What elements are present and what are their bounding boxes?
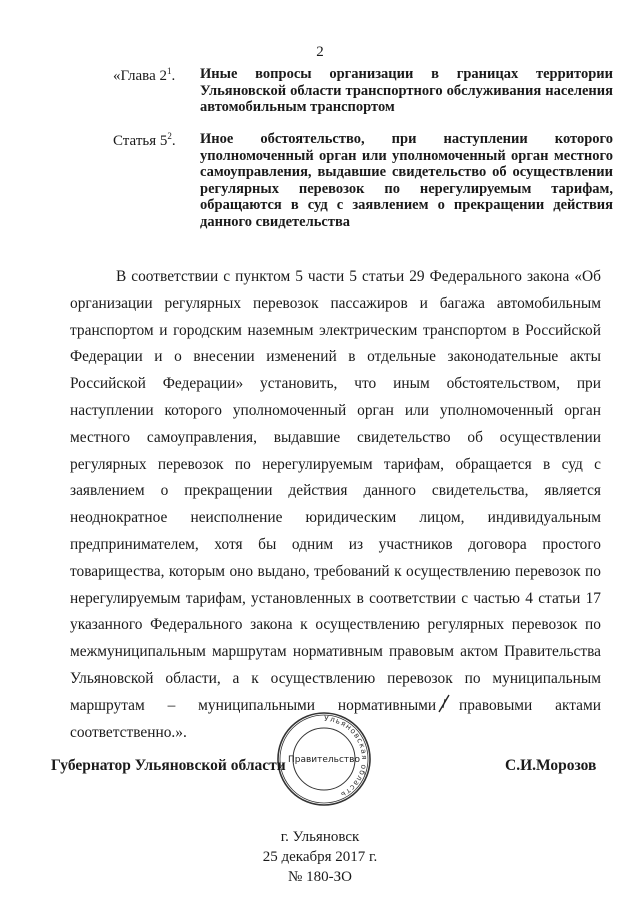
body-paragraph: В соответствии с пунктом 5 части 5 статьи 29 Федерального закона «Об организации регулярных перевозок пассажиров и багажа автомобильным транспортом и городским наземным электрическим транспортом в Российской Федерации и о внесении изменений в отдельные законодательные акты Российской Федерации» установить, что иным обстоятельством, при наступлении которого уполномоченный орган или уполномоченный орган местного самоуправления, выдавшие свидетельство об осуществлении регулярных перевозок по нерегулируемым тарифам, обращается в суд с заявлением о прекращении действия данного свидетельства, является неоднократное неисполнение юридическим лицом, индивидуальным предпринимателем, хотя бы одним из участников договора простого товарищества, которым оно выдано, требований к осуществлению перевозок по нерегулируемым тарифам, установленных в соответствии с частью 4 статьи 17 указанного Федерального закона к осуществлению регулярных перевозок по межмуниципальным маршрутам нормативным правовым актом Правительства Ульяновской области, а к осуществлению перевозок по муниципальным маршрутам – муниципальными нормативными правовыми актами соответственно.». [70,268,601,741]
svg-text:Ульяновская область: Ульяновская область [323,713,370,800]
chapter-title: Иные вопросы организации в границах территории Ульяновской области транспортного обслуживания населения автомобильным транспортом [200,66,613,115]
footer-date: 25 декабря 2017 г. [262,849,378,865]
chapter-label: «Глава $2^1$. [113,66,176,84]
signature-mark [436,694,452,714]
article-label: Статья $5^2$. [113,131,176,149]
governor-name: С.И.Морозов [505,757,597,774]
governor-title: Губернатор Ульяновской области [51,757,286,774]
footer-city: г. Ульяновск [280,829,360,845]
footer-law-number: № 180-ЗО [288,869,352,885]
seal-center-text: Правительство [288,755,360,765]
article-title: Иное обстоятельство, при наступлении которого уполномоченный орган или уполномоченный орган местного самоуправления, выдавшие свидетельство об осуществлении регулярных перевозок по нерегулируемым тарифам, обращаются в суд с заявлением о прекращении действия данного свидетельства [200,131,613,230]
page-number: 2 [316,44,324,60]
